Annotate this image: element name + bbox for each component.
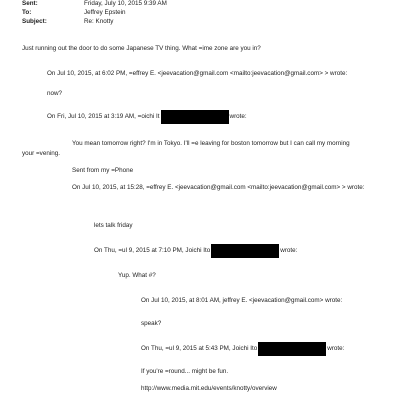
quote-header-4-text: On Thu, =ul 9, 2015 at 7:10 PM, Joichi Ito — [94, 247, 211, 254]
quote-header-4 — [94, 244, 297, 258]
subject-value: Re: Knotty — [84, 18, 114, 25]
to-value: Jeffrey Epstein — [84, 9, 126, 16]
quote-text-3: your =vening. — [22, 150, 60, 157]
redaction-box-2 — [211, 244, 279, 258]
redaction-box-3 — [258, 342, 326, 356]
body-line-1: Just running out the door to do some Japanese TV thing. What =ime zone are you in? — [22, 45, 261, 52]
quote-header-3: On Jul 10, 2015, at 15:28, =effrey E. <jeevacation@gmail.com <mailto:jeevacation@gmail.com> > wrote: — [72, 184, 365, 191]
signature-line: Sent from my =Phone — [72, 167, 134, 174]
quote-text-7: If you're =round... might be fun. — [141, 368, 229, 375]
quote-header-1: On Jul 10, 2015, at 6:02 PM, =effrey E. <jeevacation@gmail.com <mailto:jeevacation@gmail.com> > wrote: — [47, 70, 348, 77]
event-link[interactable]: http://www.media.mit.edu/events/knotty/overview — [141, 385, 277, 392]
quote-header-4-wrote: wrote: — [280, 247, 298, 254]
quote-header-2-text: On Fri, Jul 10, 2015 at 3:19 AM, =oichi It — [47, 113, 160, 120]
quote-text-2: You mean tomorrow right? I'm in Tokyo. I'll =e leaving for boston tomorrow but I can call my morning — [72, 140, 350, 147]
sent-label: Sent: — [22, 0, 38, 7]
quote-text-1: now? — [47, 90, 63, 97]
quote-header-6-text: On Thu, =ul 9, 2015 at 5:43 PM, Joichi Ito — [141, 345, 258, 352]
quote-header-2-wrote: wrote: — [229, 113, 247, 120]
subject-label: Subject: — [22, 18, 47, 25]
quote-text-5: Yup. What #? — [118, 272, 156, 279]
quote-text-6: speak? — [141, 320, 162, 327]
redaction-box-1 — [161, 110, 229, 124]
quote-header-5: On Jul 10, 2015, at 8:01 AM, jeffrey E. <jeevacation@gmail.com> wrote: — [141, 297, 343, 304]
quote-text-4: lets talk friday — [94, 222, 133, 229]
quote-header-6 — [141, 342, 344, 356]
quote-header-6-wrote: wrote: — [327, 345, 345, 352]
to-label: To: — [22, 9, 32, 16]
sent-value: Friday, July 10, 2015 9:39 AM — [84, 0, 167, 7]
quote-header-2 — [47, 110, 247, 124]
